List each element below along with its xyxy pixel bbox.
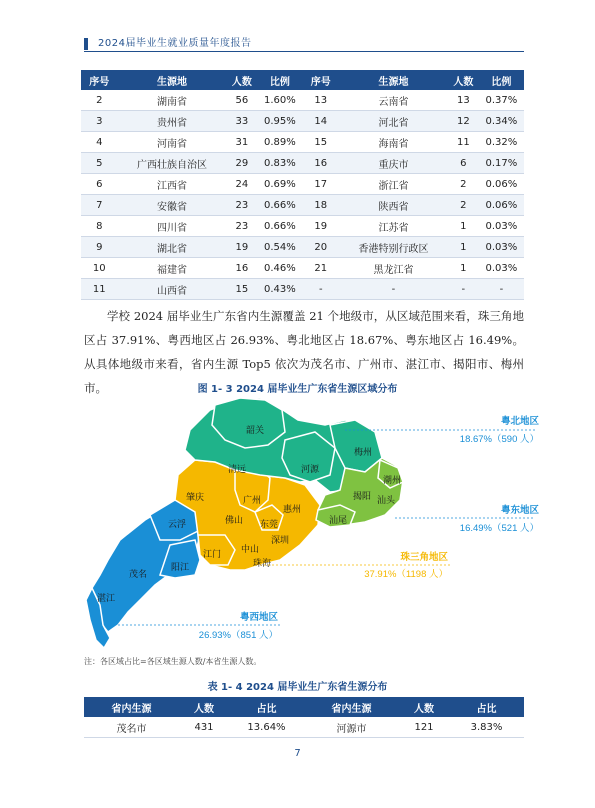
table-cell: 湖南省 (118, 90, 227, 111)
city-label-zhaoqing: 肇庆 (185, 492, 205, 502)
table-cell: 湖北省 (118, 237, 227, 258)
table-header-cell: 生源地 (118, 70, 227, 90)
city-label-huizhou: 惠州 (282, 504, 302, 514)
page-number: 7 (294, 748, 301, 759)
table-cell: 浙江省 (339, 174, 448, 195)
table-cell: 7 (81, 195, 118, 216)
table-cell: 8 (81, 216, 118, 237)
table-cell: 0.06% (479, 174, 524, 195)
table-cell: 0.03% (479, 258, 524, 279)
city-label-shantou: 汕头 (376, 495, 396, 505)
table-cell: 21 (302, 258, 339, 279)
city-label-foshan: 佛山 (224, 515, 244, 525)
table-cell: 3.83% (449, 717, 524, 738)
table-caption: 表 1- 4 2024 届毕业生广东省生源分布 (207, 682, 388, 693)
region-label-prd: 珠三角地区 (400, 552, 448, 563)
table-cell: - (448, 279, 479, 300)
table-row (84, 717, 524, 738)
city-label-heyuan: 河源 (300, 464, 320, 474)
table-cell: 13.64% (229, 717, 304, 738)
table-cell: 16 (226, 258, 257, 279)
table-cell: 0.89% (257, 132, 302, 153)
city-label-chaozhou: 潮州 (382, 475, 402, 485)
table-header-cell: 人数 (399, 697, 449, 717)
table-cell: 0.34% (479, 111, 524, 132)
body-paragraph: 学校 2024 届毕业生广东省内生源覆盖 21 个地级市，从区域范围来看，珠三角地区占 37.91%、粤西地区占 26.93%、粤北地区占 18.67%、粤东地区占 16.49%。从具体地级市来看，省内生源 Top5 依次为茂名市、广州市、湛江市、揭阳市、梅州市。 (84, 309, 524, 395)
table-cell: 121 (399, 717, 449, 738)
table-cell: 11 (81, 279, 118, 300)
table-cell: 23 (226, 195, 257, 216)
table-cell: 福建省 (118, 258, 227, 279)
table-cell: 33 (226, 111, 257, 132)
table-cell: 山西省 (118, 279, 227, 300)
table-cell: 0.17% (479, 153, 524, 174)
city-label-meizhou: 梅州 (353, 447, 373, 457)
city-label-shaoguan: 韶关 (245, 425, 265, 435)
table-header-cell: 序号 (81, 70, 118, 90)
table-cell: 0.37% (479, 90, 524, 111)
table-cell: 广西壮族自治区 (118, 153, 227, 174)
city-label-shenzhen: 深圳 (270, 535, 290, 545)
table-cell: 安徽省 (118, 195, 227, 216)
table-cell: 0.06% (479, 195, 524, 216)
table-cell: 24 (226, 174, 257, 195)
table-cell: 陕西省 (339, 195, 448, 216)
table-cell: 0.43% (257, 279, 302, 300)
table-cell: 0.46% (257, 258, 302, 279)
table-cell: 0.03% (479, 216, 524, 237)
table-cell: 0.95% (257, 111, 302, 132)
city-origin-table (84, 697, 524, 738)
table-cell: 12 (448, 111, 479, 132)
table-cell: 16 (302, 153, 339, 174)
table-cell: 23 (226, 216, 257, 237)
table-cell: 0.32% (479, 132, 524, 153)
table-header-cell: 省内生源 (84, 697, 179, 717)
table-cell: 431 (179, 717, 229, 738)
table-header-cell: 生源地 (339, 70, 448, 90)
table-cell: 香港特别行政区 (339, 237, 448, 258)
table-cell: 56 (226, 90, 257, 111)
region-label-north: 粤北地区 (500, 416, 539, 427)
table-cell: 河源市 (304, 717, 399, 738)
city-label-maoming: 茂名 (128, 569, 148, 579)
city-label-zhanjiang: 湛江 (96, 593, 116, 603)
table-header-cell: 占比 (229, 697, 304, 717)
table-cell: 0.54% (257, 237, 302, 258)
city-label-guangzhou: 广州 (242, 495, 262, 505)
region-value-prd: 37.91%（1198 人） (364, 569, 448, 580)
table-cell: 1 (448, 258, 479, 279)
figure-caption: 图 1- 3 2024 届毕业生广东省生源区域分布 (197, 384, 398, 395)
table-cell: 19 (226, 237, 257, 258)
table-cell: 0.69% (257, 174, 302, 195)
table-cell: 6 (81, 174, 118, 195)
table-cell: 19 (302, 216, 339, 237)
region-value-east: 16.49%（521 人） (459, 523, 539, 534)
table-header-cell: 省内生源 (304, 697, 399, 717)
city-label-jieyang: 揭阳 (352, 491, 372, 501)
table-cell: 黑龙江省 (339, 258, 448, 279)
table-cell: 江西省 (118, 174, 227, 195)
table-cell: 1 (448, 237, 479, 258)
table-cell: 0.66% (257, 216, 302, 237)
table-cell: 贵州省 (118, 111, 227, 132)
table-header-cell: 人数 (448, 70, 479, 90)
table-cell: 0.66% (257, 195, 302, 216)
table-cell: 2 (448, 195, 479, 216)
table-header-cell: 人数 (179, 697, 229, 717)
table-cell: 0.03% (479, 237, 524, 258)
table-cell: 15 (302, 132, 339, 153)
table-header-row (84, 697, 524, 717)
table-header-cell: 比例 (257, 70, 302, 90)
table-cell: 2 (448, 174, 479, 195)
table-cell: 1 (448, 216, 479, 237)
table-cell: 云南省 (339, 90, 448, 111)
region-value-west: 26.93%（851 人） (198, 630, 278, 641)
region-label-west: 粤西地区 (239, 612, 278, 623)
table-cell: 31 (226, 132, 257, 153)
table-cell: 四川省 (118, 216, 227, 237)
region-value-north: 18.67%（590 人） (459, 434, 539, 445)
table-cell: 3 (81, 111, 118, 132)
table-cell: 13 (302, 90, 339, 111)
table-header-cell: 比例 (479, 70, 524, 90)
header-title: 2024届毕业生就业质量年度报告 (98, 38, 252, 49)
table-cell: 20 (302, 237, 339, 258)
table-cell: 10 (81, 258, 118, 279)
table-cell: 14 (302, 111, 339, 132)
table-cell: 15 (226, 279, 257, 300)
region-label-east: 粤东地区 (500, 505, 539, 516)
table-cell: 1.60% (257, 90, 302, 111)
city-label-dongguan: 东莞 (259, 519, 279, 529)
table-cell: 河南省 (118, 132, 227, 153)
table-header-cell: 序号 (302, 70, 339, 90)
table-header-cell: 占比 (449, 697, 524, 717)
city-label-qingyuan: 清远 (227, 464, 247, 474)
table-cell: 18 (302, 195, 339, 216)
table-cell: 0.83% (257, 153, 302, 174)
table-cell: 海南省 (339, 132, 448, 153)
city-label-jiangmen: 江门 (202, 549, 222, 559)
figure-note: 注：各区域占比=各区域生源人数/本省生源人数。 (84, 657, 262, 666)
table-cell: 11 (448, 132, 479, 153)
city-label-zhuhai: 珠海 (252, 558, 272, 568)
table-cell: - (339, 279, 448, 300)
table-cell: 9 (81, 237, 118, 258)
city-label-yunfu: 云浮 (167, 519, 187, 529)
table-cell: 江苏省 (339, 216, 448, 237)
table-cell: 茂名市 (84, 717, 179, 738)
city-label-yangjiang: 阳江 (170, 562, 190, 572)
table-cell: 4 (81, 132, 118, 153)
table-cell: 13 (448, 90, 479, 111)
table-cell: - (479, 279, 524, 300)
table-cell: 2 (81, 90, 118, 111)
table-cell: 重庆市 (339, 153, 448, 174)
table-cell: 6 (448, 153, 479, 174)
city-label-zhongshan: 中山 (240, 544, 260, 554)
table-header-cell: 人数 (226, 70, 257, 90)
table-cell: 河北省 (339, 111, 448, 132)
table-cell: 17 (302, 174, 339, 195)
city-label-shanwei: 汕尾 (328, 515, 348, 525)
table-cell: 29 (226, 153, 257, 174)
table-cell: 5 (81, 153, 118, 174)
table-cell: - (302, 279, 339, 300)
